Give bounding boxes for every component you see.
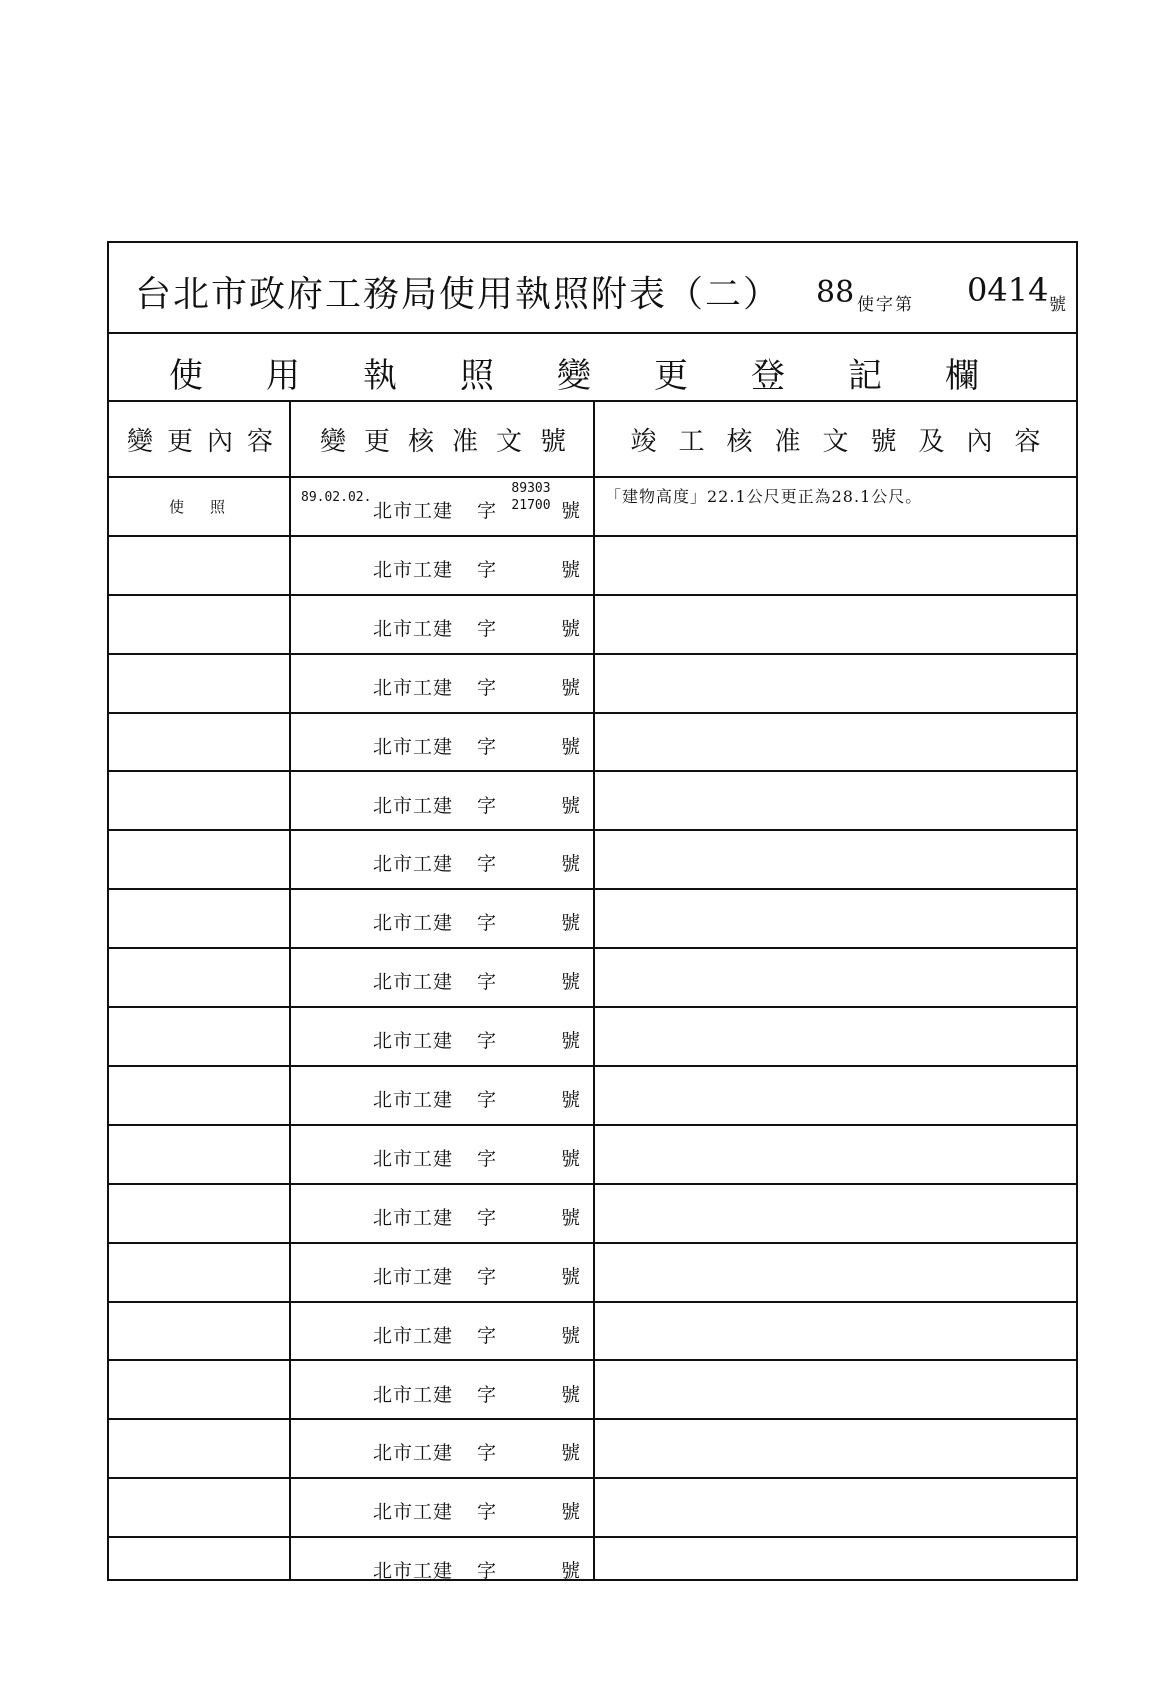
doc-prefix: 北市工建 <box>373 1442 454 1465</box>
change-content-cell <box>109 714 291 771</box>
table-row <box>109 596 1076 655</box>
doc-prefix: 北市工建 <box>373 676 454 699</box>
change-content-cell <box>109 949 291 1006</box>
doc-prefix: 北市工建 <box>373 735 454 758</box>
permit-type: 使字第 <box>857 295 914 315</box>
doc-hao: 號 <box>561 617 581 640</box>
completion-content-cell <box>595 1008 1076 1065</box>
approval-doc-cell <box>291 1185 595 1242</box>
doc-zi: 字 <box>477 1265 497 1288</box>
completion-content-cell <box>595 1244 1076 1301</box>
completion-content-cell <box>595 1362 1076 1419</box>
approval-doc-cell <box>291 1420 595 1477</box>
approval-doc-cell <box>291 1067 595 1124</box>
completion-content-cell <box>595 1479 1076 1536</box>
permit-year: 88 <box>816 275 855 310</box>
change-content-cell: 使照 <box>168 497 251 516</box>
table-row <box>109 1362 1076 1421</box>
approval-doc-cell <box>291 831 595 888</box>
approval-doc-cell <box>291 1126 595 1183</box>
approval-doc-cell <box>291 714 595 771</box>
change-content-cell <box>109 1244 291 1301</box>
doc-hao: 號 <box>561 1030 581 1053</box>
completion-content-cell <box>595 949 1076 1006</box>
change-content-cell <box>109 1538 291 1597</box>
completion-content-cell <box>595 773 1076 830</box>
doc-number: 89303 21700 <box>511 481 551 513</box>
doc-zi: 字 <box>477 1383 497 1406</box>
col-header-completion-doc: 竣工核准文號及內容 <box>630 426 1063 457</box>
doc-prefix: 北市工建 <box>373 853 454 876</box>
doc-prefix: 北市工建 <box>373 1089 454 1111</box>
approval-doc-cell <box>291 537 595 594</box>
change-content-cell <box>109 1126 291 1183</box>
doc-hao: 號 <box>561 1206 581 1229</box>
doc-prefix: 北市工建 <box>373 971 454 994</box>
doc-hao: 號 <box>561 1265 581 1288</box>
approval-date: 89.02.02. <box>301 490 372 505</box>
completion-content-cell <box>595 596 1076 653</box>
table-row <box>109 1303 1076 1362</box>
section-char: 變 <box>557 356 591 396</box>
approval-doc-cell <box>291 1362 595 1419</box>
table-row <box>109 1538 1076 1597</box>
doc-hao: 號 <box>561 1089 581 1111</box>
doc-hao: 號 <box>561 1147 581 1170</box>
table-row <box>109 655 1076 714</box>
doc-zi: 字 <box>477 735 497 758</box>
doc-prefix: 北市工建 <box>373 558 454 581</box>
table-row <box>109 1420 1076 1479</box>
doc-hao: 號 <box>561 1383 581 1406</box>
approval-doc-cell <box>291 1008 595 1065</box>
doc-prefix: 北市工建 <box>373 1147 454 1170</box>
section-char: 記 <box>848 356 882 396</box>
doc-prefix: 北市工建 <box>373 912 454 935</box>
section-char: 用 <box>266 356 300 396</box>
section-char: 執 <box>363 356 397 396</box>
table-row <box>109 831 1076 890</box>
doc-zi: 字 <box>477 1206 497 1229</box>
approval-doc-cell <box>291 478 595 535</box>
doc-zi: 字 <box>477 1324 497 1347</box>
doc-prefix: 北市工建 <box>373 1383 454 1406</box>
approval-doc-cell <box>291 949 595 1006</box>
table-row <box>109 773 1076 832</box>
table-row <box>109 1067 1076 1126</box>
table-row <box>109 714 1076 773</box>
completion-content-cell <box>595 537 1076 594</box>
approval-doc-cell <box>291 890 595 947</box>
table-row <box>109 478 1076 537</box>
approval-doc-cell <box>291 655 595 712</box>
change-content-cell <box>109 596 291 653</box>
approval-doc-cell <box>291 1538 595 1597</box>
completion-content-cell <box>595 478 1076 535</box>
doc-zi: 字 <box>477 617 497 640</box>
doc-prefix: 北市工建 <box>373 794 454 817</box>
completion-content-cell <box>595 1185 1076 1242</box>
doc-hao: 號 <box>561 735 581 758</box>
doc-zi: 字 <box>477 500 497 522</box>
completion-content-cell <box>595 655 1076 712</box>
doc-zi: 字 <box>477 1089 497 1111</box>
approval-doc-cell <box>291 773 595 830</box>
completion-content-cell <box>595 1067 1076 1124</box>
section-char: 更 <box>654 356 688 396</box>
doc-hao: 號 <box>561 1560 581 1583</box>
completion-content-cell <box>595 1538 1076 1597</box>
change-content-cell <box>109 1420 291 1477</box>
table-row <box>109 1126 1076 1185</box>
doc-zi: 字 <box>477 853 497 876</box>
table-row <box>109 1008 1076 1067</box>
doc-prefix: 北市工建 <box>373 1560 454 1583</box>
permit-suffix: 號 <box>1049 295 1066 315</box>
change-content-cell <box>109 1362 291 1419</box>
doc-zi: 字 <box>477 971 497 994</box>
table-row <box>109 1185 1076 1244</box>
doc-hao: 號 <box>561 1324 581 1347</box>
completion-content-cell <box>595 1420 1076 1477</box>
change-content-cell <box>109 655 291 712</box>
change-content-cell <box>109 537 291 594</box>
doc-prefix: 北市工建 <box>373 1206 454 1229</box>
approval-doc-cell <box>291 1479 595 1536</box>
change-content-cell <box>109 1303 291 1360</box>
permit-number: 0414 <box>967 271 1049 309</box>
doc-zi: 字 <box>477 1147 497 1170</box>
doc-hao: 號 <box>561 1501 581 1524</box>
section-char: 登 <box>751 356 785 396</box>
change-content-cell <box>109 890 291 947</box>
change-content-cell <box>109 773 291 830</box>
change-content-cell <box>109 1185 291 1242</box>
col-header-change-content: 變更內容 <box>126 426 287 457</box>
doc-hao: 號 <box>561 676 581 699</box>
doc-hao: 號 <box>561 500 581 522</box>
doc-zi: 字 <box>477 1442 497 1465</box>
completion-content: 「建物高度」22.1公尺更正為28.1公尺。 <box>605 487 923 506</box>
title-row <box>109 243 1076 334</box>
approval-doc-cell <box>291 1244 595 1301</box>
doc-hao: 號 <box>561 794 581 817</box>
doc-hao: 號 <box>561 1442 581 1465</box>
section-char: 使 <box>169 356 203 396</box>
doc-hao: 號 <box>561 558 581 581</box>
doc-prefix: 北市工建 <box>373 1265 454 1288</box>
approval-doc-cell <box>291 596 595 653</box>
doc-zi: 字 <box>477 1030 497 1053</box>
approval-doc-cell <box>291 1303 595 1360</box>
doc-hao: 號 <box>561 971 581 994</box>
usage-permit-form <box>107 241 1078 1581</box>
doc-prefix: 北市工建 <box>373 1324 454 1347</box>
section-title-row <box>109 334 1076 402</box>
doc-zi: 字 <box>477 1560 497 1583</box>
table-row <box>109 949 1076 1008</box>
completion-content-cell <box>595 831 1076 888</box>
doc-prefix: 北市工建 <box>373 1030 454 1053</box>
col-header-approval-doc: 變更核准文號 <box>319 426 584 457</box>
doc-prefix: 北市工建 <box>373 1501 454 1524</box>
change-content-cell <box>109 1479 291 1536</box>
table-row <box>109 1479 1076 1538</box>
doc-prefix: 北市工建 <box>373 500 454 522</box>
completion-content-cell <box>595 1126 1076 1183</box>
table-row <box>109 537 1076 596</box>
section-char: 欄 <box>945 356 979 396</box>
change-content-cell <box>109 1008 291 1065</box>
completion-content-cell <box>595 890 1076 947</box>
form-title: 台北市政府工務局使用執照附表（二） <box>135 274 782 315</box>
doc-zi: 字 <box>477 676 497 699</box>
completion-content-cell <box>595 1303 1076 1360</box>
change-content-cell <box>109 831 291 888</box>
doc-hao: 號 <box>561 853 581 876</box>
doc-zi: 字 <box>477 1501 497 1524</box>
doc-prefix: 北市工建 <box>373 617 454 640</box>
completion-content-cell <box>595 714 1076 771</box>
table-row <box>109 1244 1076 1303</box>
change-content-cell <box>109 1067 291 1124</box>
section-char: 照 <box>460 356 494 396</box>
doc-zi: 字 <box>477 558 497 581</box>
doc-hao: 號 <box>561 912 581 935</box>
table-row <box>109 890 1076 949</box>
doc-zi: 字 <box>477 794 497 817</box>
doc-zi: 字 <box>477 912 497 935</box>
